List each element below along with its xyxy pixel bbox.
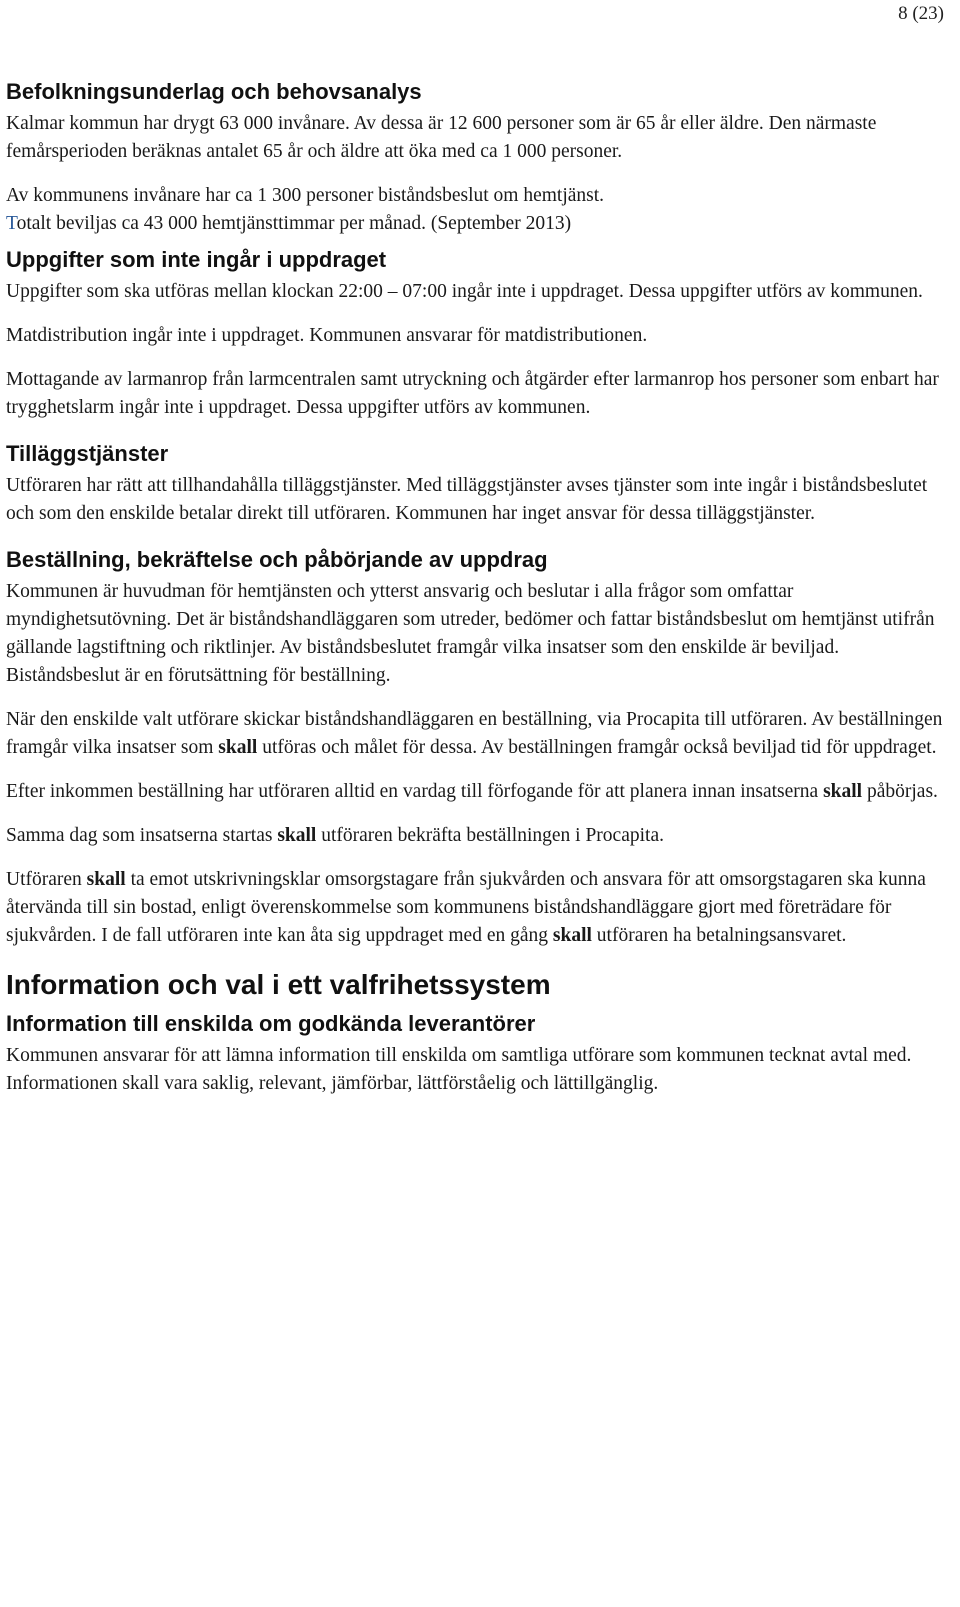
paragraph-uppgifter-2: Matdistribution ingår inte i uppdraget. Kommunen ansvarar för matdistributionen. [6,325,648,346]
paragraph-tillagg-1: Utföraren har rätt att tillhandahålla tilläggstjänster. Med tilläggstjänster avses tjänster som inte ingår i biståndsbeslutet och som den enskilde betalar direkt till utföraren. Kommunen har inget ansvar för dessa tilläggstjänster. [6,475,928,524]
text-segment: ta emot utskrivningsklar omsorgstagare från sjukvården och ansvara för att omsorgstagaren ska kunna återvända till sin bostad, enligt överenskommelse som kommunens biståndshandläggare gjort med företrädare för sjukvården. I de fall utföraren inte kan åta sig uppdraget med en gång [6,869,926,946]
text-segment: Samma dag som insatserna startas [6,825,278,846]
paragraph-bestallning-2 [6,706,946,762]
paragraph-information-1: Kommunen ansvarar för att lämna information till enskilda om samtliga utförare som kommunen tecknat avtal med. Informationen skall vara saklig, relevant, jämförbar, lättförståelig och lättillgänglig. [6,1045,912,1094]
text-segment: påbörjas. [862,781,938,802]
subheading-information: Information till enskilda om godkända leverantörer [6,1011,536,1036]
paragraph-befolkning-2 [6,182,946,238]
heading-tillagg: Tilläggstjänster [6,441,169,466]
document-body [6,78,946,1114]
page-number: 8 (23) [898,3,944,24]
text-segment: Utföraren [6,869,87,890]
text-segment: utföras och målet för dessa. Av beställningen framgår också beviljad tid för uppdraget. [257,737,937,758]
paragraph-bestallning-1: Kommunen är huvudman för hemtjänsten och ytterst ansvarig och beslutar i alla frågor som omfattar myndighetsutövning. Det är biståndshandläggaren som utreder, bedömer och fattar biståndsbeslut om hemtjänst utifrån gällande lagstiftning och riktlinjer. Av biståndsbeslutet framgår vilka insatser som den enskilde är beviljad. Biståndsbeslut är en förutsättning för beställning. [6,581,935,686]
paragraph-uppgifter-3: Mottagande av larmanrop från larmcentralen samt utryckning och åtgärder efter larmanrop hos personer som enbart har trygghetslarm ingår inte i uppdraget. Dessa uppgifter utförs av kommunen. [6,369,939,418]
paragraph-uppgifter-1: Uppgifter som ska utföras mellan klockan 22:00 – 07:00 ingår inte i uppdraget. Dessa uppgifter utförs av kommunen. [6,281,923,302]
text-segment: När den enskilde valt utförare skickar biståndshandläggaren en beställning, via Procapita till utföraren. Av beställningen framgår vilka insatser som [6,709,943,758]
heading-information: Information och val i ett valfrihetssystem [6,969,551,1000]
emphasis-skall: skall [823,781,863,802]
text-segment: utföraren bekräfta beställningen i Procapita. [316,825,664,846]
text-segment: utföraren ha betalningsansvaret. [591,925,847,946]
paragraph-befolkning-1: Kalmar kommun har drygt 63 000 invånare. Av dessa är 12 600 personer som är 65 år eller äldre. Den närmaste femårsperioden beräknas antalet 65 år och äldre att öka med ca 1 000 personer. [6,113,877,162]
emphasis-skall: skall [552,925,592,946]
paragraph-bestallning-5 [6,866,946,950]
heading-bestallning: Beställning, bekräftelse och påbörjande av uppdrag [6,547,548,572]
paragraph-bestallning-4 [6,822,946,850]
emphasis-skall: skall [86,869,126,890]
paragraph-bestallning-3 [6,778,946,806]
text-segment: otalt beviljas ca 43 000 hemtjänsttimmar per månad. (September 2013) [16,213,572,234]
heading-befolkning: Befolkningsunderlag och behovsanalys [6,79,422,104]
text-segment: Efter inkommen beställning har utföraren alltid en vardag till förfogande för att planera innan insatserna [6,781,824,802]
emphasis-skall: skall [218,737,258,758]
text-segment: Av kommunens invånare har ca 1 300 personer biståndsbeslut om hemtjänst. [6,185,605,206]
heading-uppgifter: Uppgifter som inte ingår i uppdraget [6,247,387,272]
emphasis-skall: skall [277,825,317,846]
text-segment: T [6,213,17,234]
